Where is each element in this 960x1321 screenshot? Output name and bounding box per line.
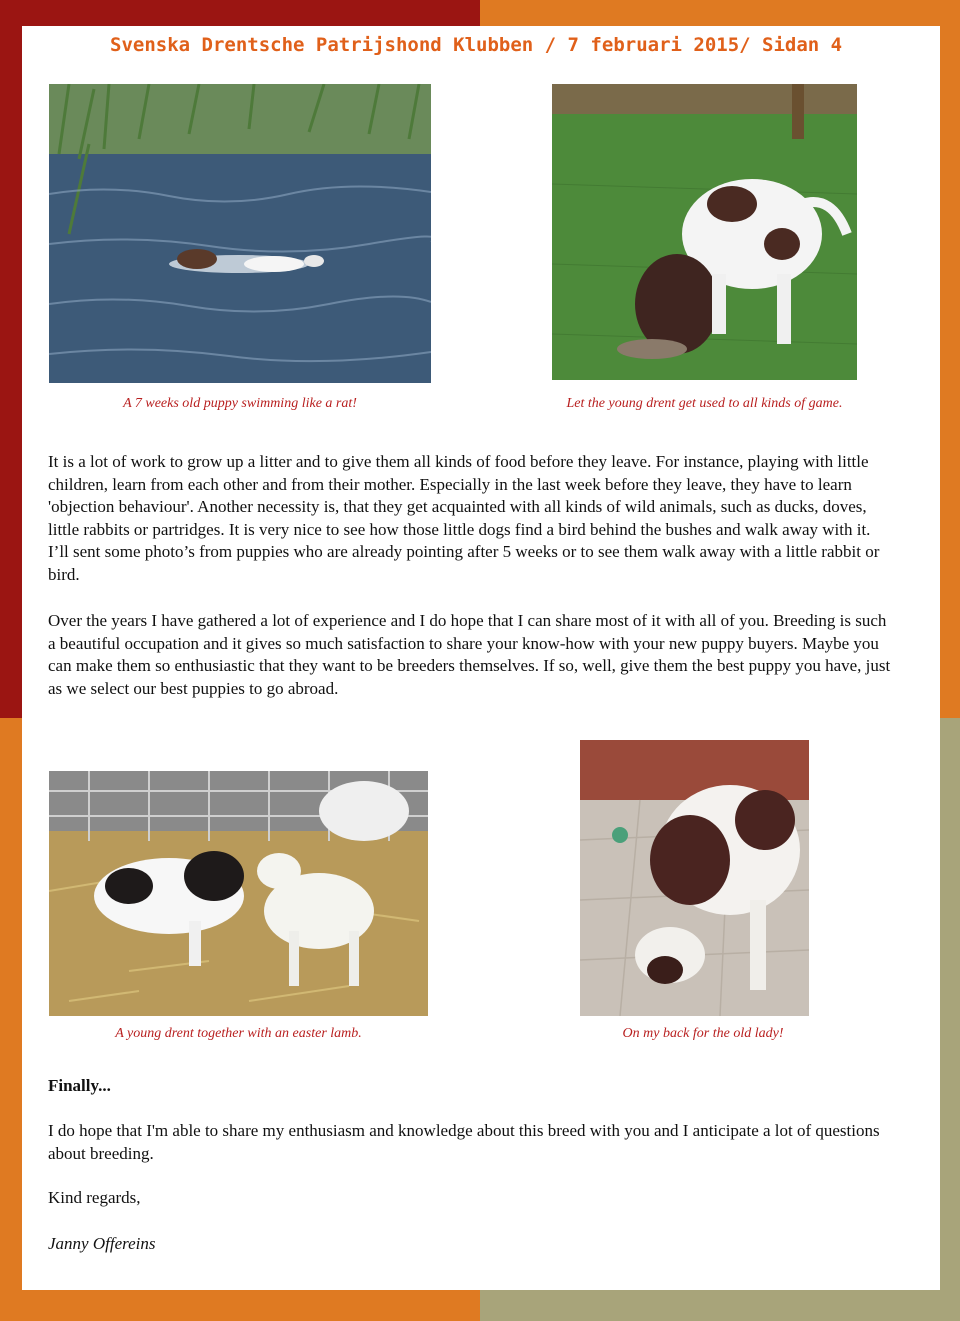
body-paragraph-1: It is a lot of work to grow up a litter and to give them all kinds of food before they leave. For instance, playing with little children, learn from each other and from their mother. Especially in the last week before they leave, they have to learn 'objection behaviour'. Another necessity is, that they get acquainted with all kinds of wild animals, such as ducks, doves, little rabbits or partridges. It is very nice to see how those little dogs find a bird behind the bushes and walk away with it. I’ll sent some photo’s from puppies who are already pointing after 5 weeks or to see them walk away with a little rabbit or bird. [48, 452, 880, 584]
photo-puppy-swimming [49, 84, 431, 383]
body-paragraph-2: Over the years I have gathered a lot of experience and I do hope that I can share most of it with all of you. Breeding is such a beautiful occupation and it gives so much satisfaction to share your know-how with your new puppy buyers. Maybe you can make them so enthusiastic that they want to be breeders themselves. If so, well, give them the best puppy you have, just as we select our best puppies to go abroad. [48, 611, 891, 698]
photo-puppy-with-game [552, 84, 857, 380]
page-header: Svenska Drentsche Patrijshond Klubben / 7 februari 2015/ Sidan 4 [110, 34, 843, 56]
photo-puppy-with-lamb [49, 771, 428, 1016]
caption-photo-4: On my back for the old lady! [622, 1026, 784, 1041]
closing-regards: Kind regards, [48, 1188, 141, 1207]
photo-dog-with-puppy [580, 740, 809, 1016]
caption-photo-3: A young drent together with an easter lamb. [115, 1026, 362, 1041]
caption-photo-2: Let the young drent get used to all kinds of game. [566, 396, 843, 411]
closing-paragraph: I do hope that I'm able to share my enthusiasm and knowledge about this breed with you and I anticipate a lot of questions about breeding. [48, 1121, 880, 1163]
closing-signature: Janny Offereins [48, 1234, 156, 1253]
caption-photo-1: A 7 weeks old puppy swimming like a rat! [123, 396, 357, 411]
closing-heading: Finally... [48, 1076, 111, 1095]
